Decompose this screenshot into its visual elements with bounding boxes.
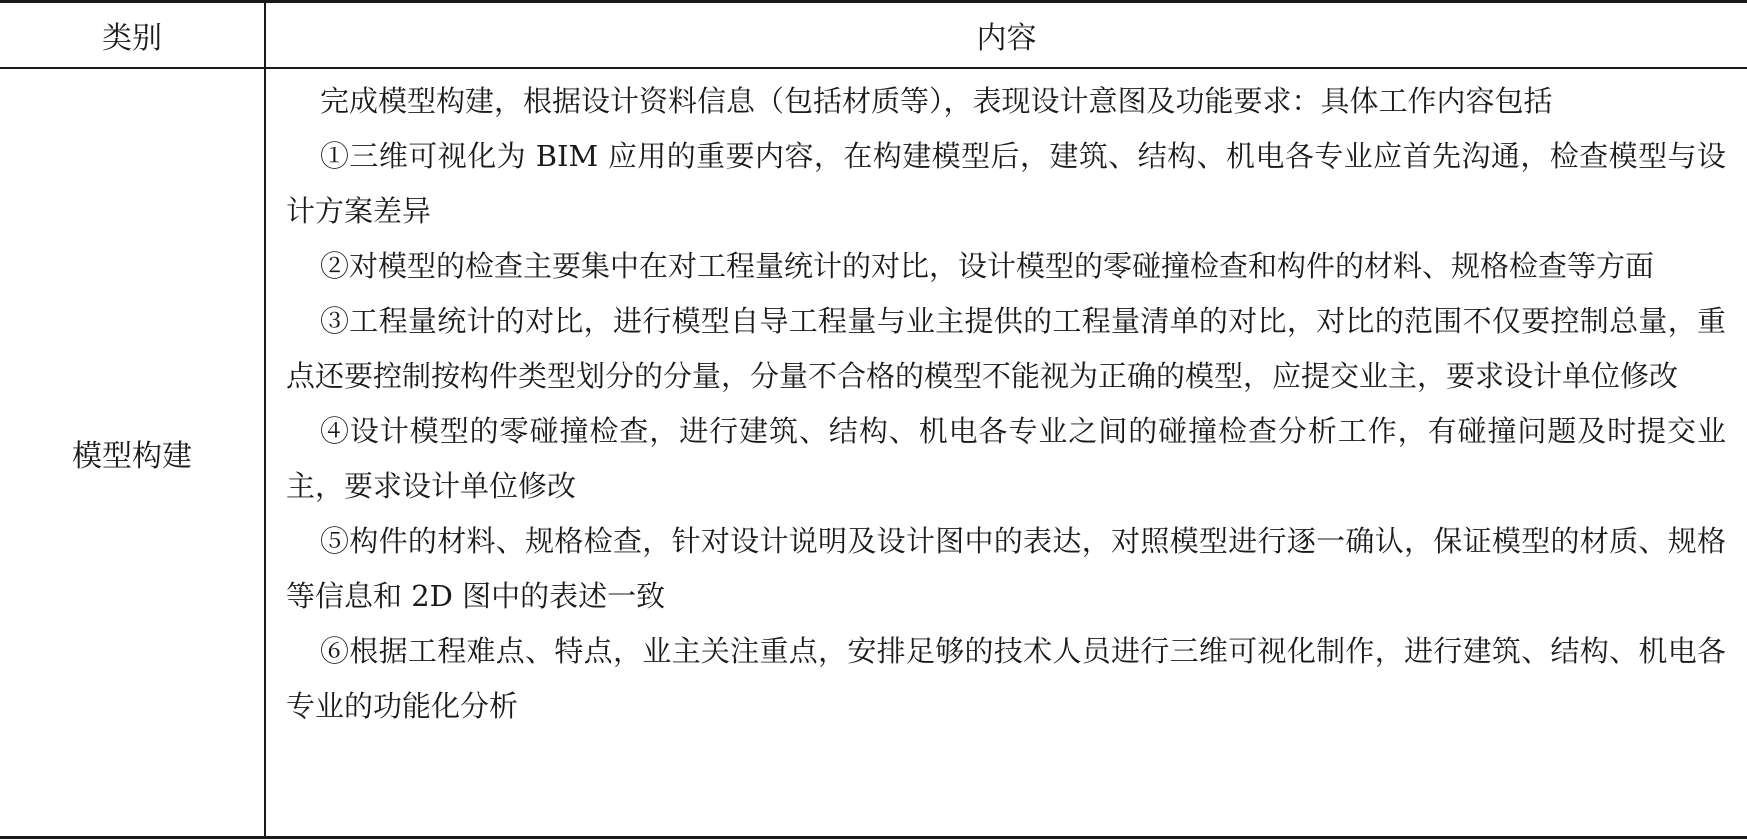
content-paragraph-6: ⑥根据工程难点、特点，业主关注重点，安排足够的技术人员进行三维可视化制作，进行建筑、结构、机电各专业的功能化分析 bbox=[286, 634, 1726, 723]
content-paragraph-1: ①三维可视化为 BIM 应用的重要内容，在构建模型后，建筑、结构、机电各专业应首先沟通，检查模型与设计方案差异 bbox=[286, 139, 1726, 228]
table-bottom-rule bbox=[0, 836, 1747, 839]
content-paragraph-2: ②对模型的检查主要集中在对工程量统计的对比，设计模型的零碰撞检查和构件的材料、规格检查等方面 bbox=[320, 249, 1655, 283]
content-paragraph-3: ③工程量统计的对比，进行模型自导工程量与业主提供的工程量清单的对比，对比的范围不仅要控制总量，重点还要控制按构件类型划分的分量，分量不合格的模型不能视为正确的模型，应提交业主，要求设计单位修改 bbox=[286, 304, 1726, 393]
content-paragraph-intro: 完成模型构建，根据设计资料信息（包括材质等），表现设计意图及功能要求：具体工作内容包括 bbox=[320, 84, 1553, 118]
header-category: 类别 bbox=[102, 21, 162, 56]
content-paragraph-4: ④设计模型的零碰撞检查，进行建筑、结构、机电各专业之间的碰撞检查分析工作，有碰撞问题及时提交业主，要求设计单位修改 bbox=[286, 414, 1726, 503]
header-content: 内容 bbox=[976, 21, 1037, 56]
column-divider-rule bbox=[264, 3, 266, 836]
content-paragraph-5: ⑤构件的材料、规格检查，针对设计说明及设计图中的表达，对照模型进行逐一确认，保证模型的材质、规格等信息和 2D 图中的表述一致 bbox=[286, 524, 1726, 613]
row-content-cell bbox=[286, 69, 1726, 836]
row-category-cell: 模型构建 bbox=[72, 438, 192, 474]
